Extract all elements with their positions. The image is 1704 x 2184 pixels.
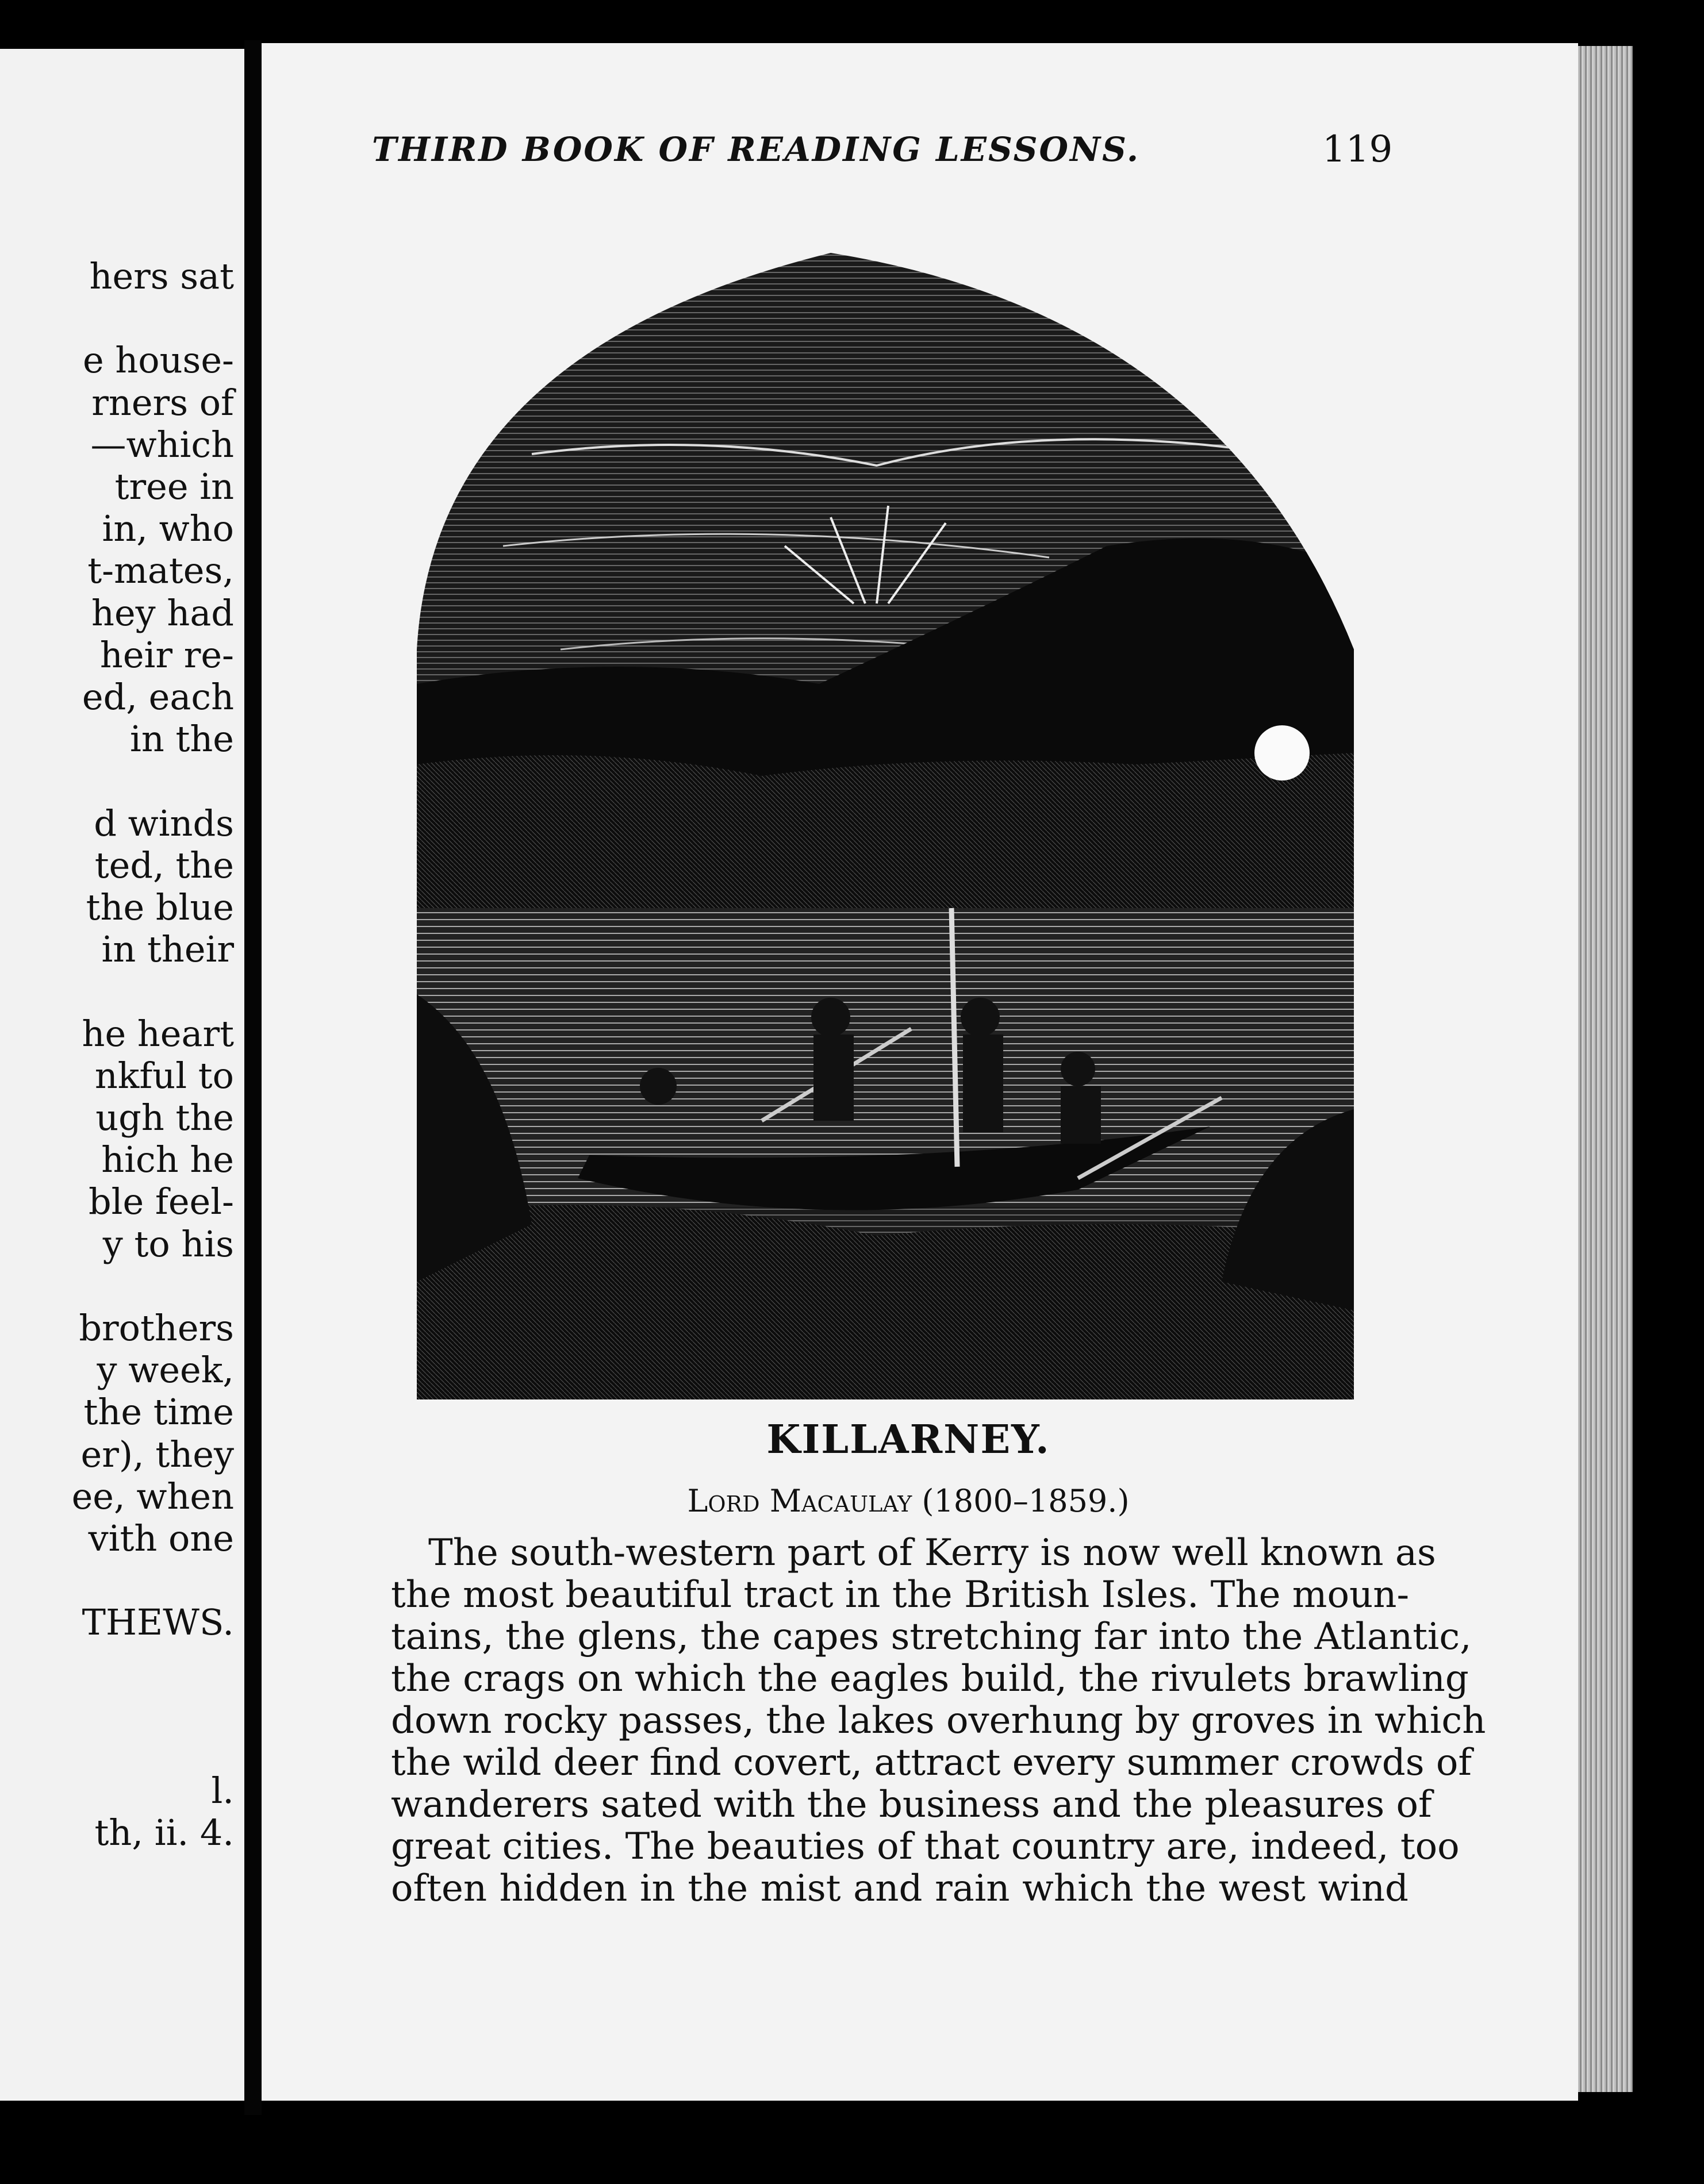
body-line: The south-western part of Kerry is now well known as (428, 1532, 1436, 1574)
left-page-line: th, ii. 4. (94, 1812, 234, 1854)
left-page-line: hers sat (89, 255, 234, 297)
body-line: the most beautiful tract in the British Isles. The moun- (391, 1574, 1410, 1616)
body-line: often hidden in the mist and rain which the west wind (391, 1867, 1409, 1910)
left-page-line: y week, (97, 1349, 234, 1391)
left-page-line: er), they (80, 1433, 234, 1475)
body-line: the wild deer find covert, attract every summer crowds of (391, 1741, 1472, 1784)
left-page-line: hey had (91, 591, 234, 634)
left-page-line: d winds (94, 802, 234, 844)
left-page-line: vith one (88, 1517, 234, 1559)
left-page-line: nkful to (94, 1054, 234, 1097)
left-page-line: —which (90, 423, 234, 466)
body-line: great cities. The beauties of that country are, indeed, too (391, 1825, 1460, 1868)
book-gutter (244, 40, 262, 2115)
left-page-line: ee, when (71, 1475, 234, 1517)
left-page-line: brothers (79, 1307, 234, 1349)
left-page-line: the time (83, 1391, 234, 1433)
body-line: wanderers sated with the business and the pleasures of (391, 1783, 1432, 1826)
article-title: KILLARNEY. (766, 1417, 1050, 1463)
page-number: 119 (1322, 128, 1393, 171)
left-page-line: ted, the (94, 844, 234, 886)
body-line: tains, the glens, the capes stretching far into the Atlantic, (391, 1616, 1472, 1658)
left-page-line: l. (211, 1770, 234, 1812)
left-page-line: the blue (86, 886, 234, 928)
left-page-line: in the (129, 718, 234, 760)
left-page-line: THEWS. (82, 1601, 234, 1644)
left-page-line: rners of (91, 381, 234, 424)
left-page-line: y to his (102, 1222, 234, 1265)
left-page-line: tree in (114, 466, 234, 507)
left-page-line: in their (101, 928, 234, 971)
left-page (0, 49, 244, 2101)
left-page-line: ble feel- (88, 1181, 234, 1223)
moon (1254, 725, 1310, 780)
left-page-line: t-mates, (87, 549, 234, 592)
left-page-line: ugh the (95, 1097, 234, 1139)
body-line: down rocky passes, the lakes overhung by groves in which (391, 1699, 1486, 1742)
engraving-scene (417, 247, 1354, 1399)
page-edges (1578, 46, 1633, 2092)
forest (417, 753, 1354, 914)
left-page-line: heir re- (99, 633, 234, 676)
left-page-line: in, who (102, 507, 234, 550)
left-page-line: hich he (101, 1139, 234, 1181)
article-author: Lord Macaulay (1800–1859.) (687, 1483, 1130, 1519)
body-line: the crags on which the eagles build, the rivulets brawling (391, 1658, 1469, 1700)
left-page-line: ed, each (82, 676, 234, 718)
left-page-line: e house- (82, 339, 234, 382)
killarney-engraving (417, 247, 1354, 1399)
running-head: THIRD BOOK OF READING LESSONS. (371, 130, 1141, 169)
left-page-line: he heart (82, 1012, 234, 1055)
